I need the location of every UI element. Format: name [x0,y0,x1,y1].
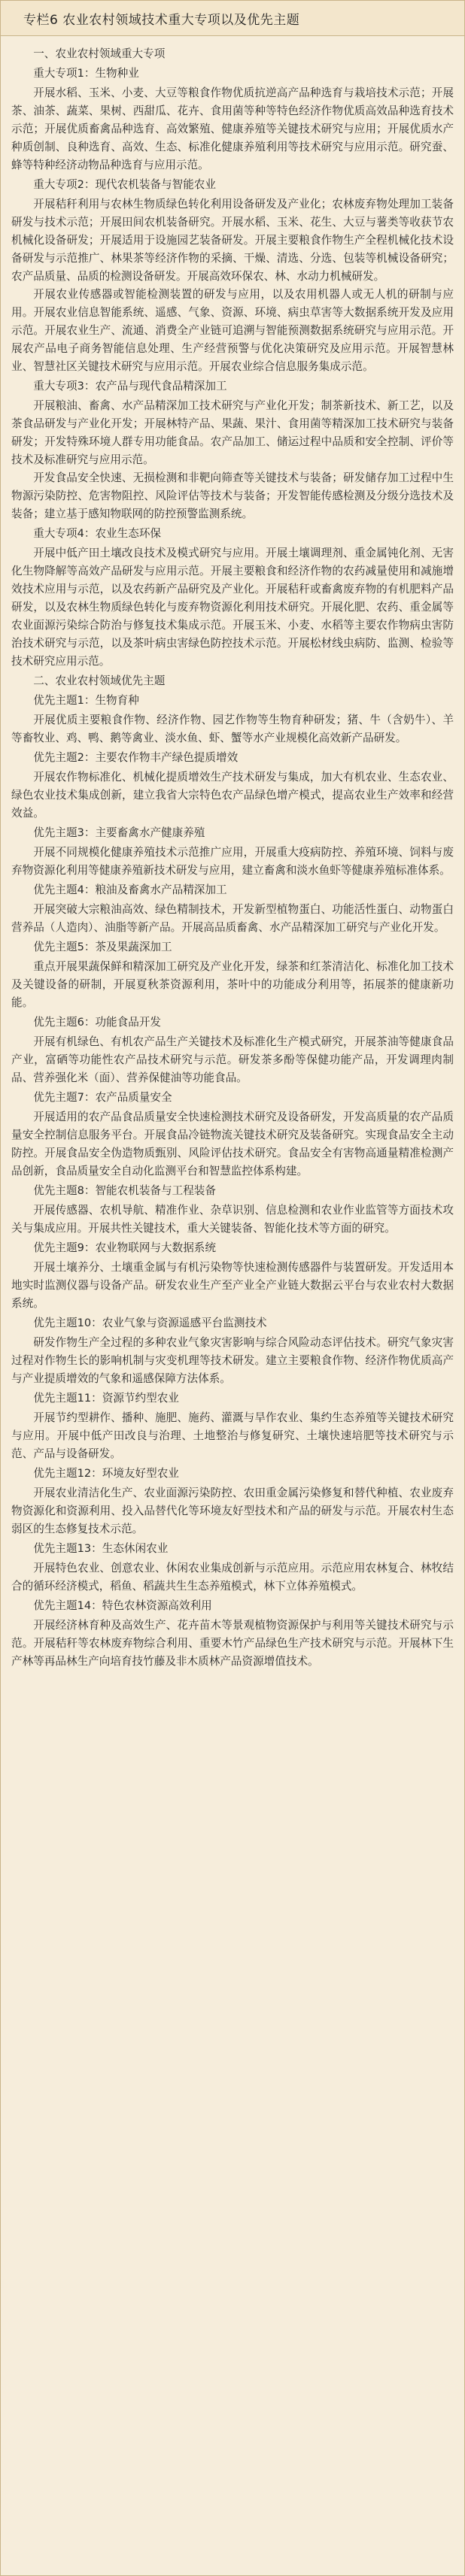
topic-group [11,377,454,523]
topic-paragraph: 开发食品安全快速、无损检测和非靶向筛查等关键技术与装备；研发储存加工过程中生物源污染防控、危害物阻控、风险评估等技术与装备；开发智能传感检测及分级分选技术及装备；建立基于感知物联网的防控预警监测系统。 [11,471,454,520]
topic-paragraph: 开展农作物标准化、机械化提质增效生产技术研发与集成，加大有机农业、生态农业、绿色农业技术集成创新，建立我省大宗特色农产品绿色增产模式，提高农业生产效率和经营效益。 [11,771,454,820]
topic-group [11,1089,454,1180]
topic-paragraph: 开展节约型耕作、播种、施肥、施药、灌溉与旱作农业、集约生态养殖等关键技术研究与应用。开展中低产田改良与治理、土地整治与修复研究、土壤快速培肥等技术研究与示范、产品与设备研发。 [11,1411,454,1460]
topic-label: 优先主题10：农业气象与资源遥感平台监测技术 [33,1317,267,1329]
topic-label: 优先主题2：主要农作物丰产绿色提质增效 [33,751,239,764]
topic-paragraph: 开展特色农业、创意农业、休闲农业集成创新与示范应用。示范应用农林复合、林牧结合的循环经济模式，稻鱼、稻蔬共生生态养殖模式，林下立体养殖模式。 [11,1562,454,1593]
section-heading: 一、农业农村领域重大专项 [33,47,166,60]
topic-paragraph: 开展中低产田土壤改良技术及模式研究与应用。开展土壤调理剂、重金属钝化剂、无害化生物降解等高效产品研发与应用示范。开展主要粮食和经济作物的农药减量使用和减施增效技术应用与示范，以及农药新产品研究及产业化。开展秸秆或畜禽废弃物的有机肥料产品研发，以及农林生物质绿色转化与废弃物资源化利用技术研究。开展化肥、农药、重金属等农业面源污染综合防治与修复技术集成示范。开展玉米、小麦、水稻等主要农作物病虫害防治技术研究与示范，以及茶叶病虫害绿色防控技术示范。开展松材线虫病防、监测、检验等技术研究应用示范。 [11,547,454,668]
topic-label: 优先主题11：资源节约型农业 [33,1392,179,1405]
topic-label: 优先主题13：生态休闲农业 [33,1542,169,1555]
topic-label: 优先主题14：特色农林资源高效利用 [33,1599,212,1612]
topic-label: 优先主题8：智能农机装备与工程装备 [33,1184,216,1197]
topic-group [11,1182,454,1238]
topic-paragraph: 开展水稻、玉米、小麦、大豆等粮食作物优质抗逆高产品种选育与栽培技术示范；开展茶、油茶、蔬菜、果树、西甜瓜、花卉、食用菌等种等特色经济作物优质高效品种选育技术示范；开展优质畜禽品种选育、高效繁殖、健康养殖等关键技术研究与应用；开展优质水产种质创制、良种选育、高效、生态、标准化健康养殖利用等技术研究与应用示范。研究蚕、蜂等特种经济动物品种选育与应用示范。 [11,86,454,171]
topic-label: 重大专项3：农产品与现代食品精深加工 [33,380,227,392]
topic-paragraph: 开展有机绿色、有机农产品生产关键技术及标准化生产模式研究，开展茶油等健康食品产业，富硒等功能性农产品技术研究与示范。研发茶多酚等保健功能产品，开发调理肉制品、营养强化米（面）、营养保健油等功能食品。 [11,1035,454,1084]
topic-group [11,1239,454,1313]
topic-group [11,1390,454,1463]
topic-paragraph: 研发作物生产全过程的多种农业气象灾害影响与综合风险动态评估技术。研究气象灾害过程对作物生长的影响机制与灾变机理等技术研发。建立主要粮食作物、经济作物优质高产与产业提质增效的气象和遥感保障方法体系。 [11,1336,454,1385]
topic-group [11,881,454,937]
topic-paragraph: 开展经济林育种及高效生产、花卉苗木等景观植物资源保护与利用等关键技术研究与示范。开展秸秆等农林废弃物综合利用、重要木竹产品绿色生产技术研究与示范。开展林下生产林等再品林生产向培育技竹藤及非木质林产品资源增值技术。 [11,1619,454,1668]
topic-paragraph: 开展土壤养分、土壤重金属与有机污染物等快速检测传感器件与装置研发。开发适用本地实时监测仪器与设备产品。研发农业生产至产业全产业链大数据云平台与农业农村大数据系统。 [11,1261,454,1310]
topic-group [11,692,454,747]
topic-paragraph: 开展优质主要粮食作物、经济作物、园艺作物等生物育种研发；猪、牛（含奶牛）、羊等畜牧业、鸡、鸭、鹅等禽业、淡水鱼、虾、蟹等水产业规模化高效新产品研发。 [11,714,454,744]
section-heading: 二、农业农村领域优先主题 [33,674,166,687]
topic-group [11,749,454,823]
topic-paragraph: 开展秸秆利用与农林生物质绿色转化利用设备研发及产业化；农林废弃物处理加工装备研发与技术示范；开展田间农机装备研究。开展水稻、玉米、花生、大豆与薯类等收获节农机械化设备研发；开展适用于设施园艺装备研发。开展主要粮食作物生产全程机械化技术设备研发与示范推广、林果茶等经济作物的采摘、干燥、清选、分选、包装等机械设备研究；农产品质量、品质的检测设备研发。开展高效环保农、林、水动力机械研发。 [11,198,454,283]
topic-group [11,1314,454,1388]
topic-group [11,525,454,671]
topic-group [11,1597,454,1671]
topic-group [11,938,454,1012]
topic-label: 优先主题5：茶及果蔬深加工 [33,941,172,953]
topic-paragraph: 重点开展果蔬保鲜和精深加工研究及产业化开发，绿茶和红茶清洁化、标准化加工技术及关键设备的研制，开展夏秋茶资源利用，茶叶中的功能成分利用等，拓展茶的健康新功能。 [11,960,454,1009]
topic-paragraph: 开展适用的农产品食品质量安全快速检测技术研究及设备研发，开发高质量的农产品质量安全控制信息服务平台。开展食品冷链物流关键技术研究及装备研究。实现食品安全主动防控。开展食品安全伪造物质甄别、风险评估技术研究。食品安全有害物高通量精准检测产品创新，食品质量安全自动化监测平台和智慧监控体系构建。 [11,1111,454,1177]
column-title: 专栏6 农业农村领域技术重大专项以及优先主题 [1,1,464,36]
topic-group [11,824,454,880]
topic-label: 重大专项2：现代农机装备与智能农业 [33,178,216,191]
topic-group [11,65,454,174]
section [11,672,454,1671]
topic-group [11,1014,454,1087]
topic-paragraph: 开展农业清洁化生产、农业面源污染防控、农田重金属污染修复和替代种植、农业废弃物资源化和资源利用、投入品替代化等环境友好型技术和产品的研发与示范。开展农村生态弱区的生态修复技术示范。 [11,1487,454,1535]
column-content [1,36,464,1683]
topic-group [11,1540,454,1596]
topic-label: 优先主题12：环境友好型农业 [33,1467,179,1480]
topic-label: 重大专项4：农业生态环保 [33,527,162,540]
topic-label: 优先主题1：生物育种 [33,694,139,707]
topic-paragraph: 开展突破大宗粮油高效、绿色精制技术，开发新型植物蛋白、功能活性蛋白、动物蛋白营养品（人造肉）、油脂等新产品。开展高品质畜禽、水产品精深加工研究与产业化开发。 [11,903,454,934]
topic-paragraph: 开展传感器、农机导航、精准作业、杂草识别、信息检测和农业作业监管等方面技术攻关与集成应用。开展共性关键技术，重大关键装备、智能化技术等方面的研究。 [11,1204,454,1235]
topic-label: 优先主题4：粮油及畜禽水产品精深加工 [33,883,227,896]
topic-label: 重大专项1：生物种业 [33,67,139,80]
section [11,45,454,671]
topic-group [11,176,454,376]
topic-label: 优先主题6：功能食品开发 [33,1016,162,1029]
topic-paragraph: 开展农业传感器或智能检测装置的研发与应用，以及农用机器人或无人机的研制与应用。开展农业信息智能系统、遥感、气象、资源、环境、病虫草害等大数据系统开发及应用示范。开展农业生产、流通、消费全产业链可追溯与智能预测数据系统研究与应用示范。开展农产品电子商务智能信息处理、生产经营预警与优化决策研究及应用示范。开展智慧林业、智慧社区关键技术研究与应用示范。开展农业综合信息服务集成示范。 [11,288,454,373]
topic-paragraph: 开展不同规模化健康养殖技术示范推广应用，开展重大疫病防控、养殖环境、饲料与废弃物资源化利用等健康养殖新技术研发与应用，建立畜禽和淡水鱼虾等健康养殖标准体系。 [11,846,454,877]
topic-paragraph: 开展粮油、畜禽、水产品精深加工技术研究与产业化开发；制茶新技术、新工艺，以及茶食品研发与产业化开发；开展林特产品、果蔬、果汁、食用菌等精深加工技术研究与装备研发；开发特殊环境人群专用功能食品。农产品加工、储运过程中品质和安全控制、评价等技术及标准研究与应用示范。 [11,399,454,466]
topic-label: 优先主题9：农业物联网与大数据系统 [33,1241,216,1254]
topic-group [11,1465,454,1538]
topic-label: 优先主题3：主要畜禽水产健康养殖 [33,826,205,839]
topic-label: 优先主题7：农产品质量安全 [33,1091,172,1104]
